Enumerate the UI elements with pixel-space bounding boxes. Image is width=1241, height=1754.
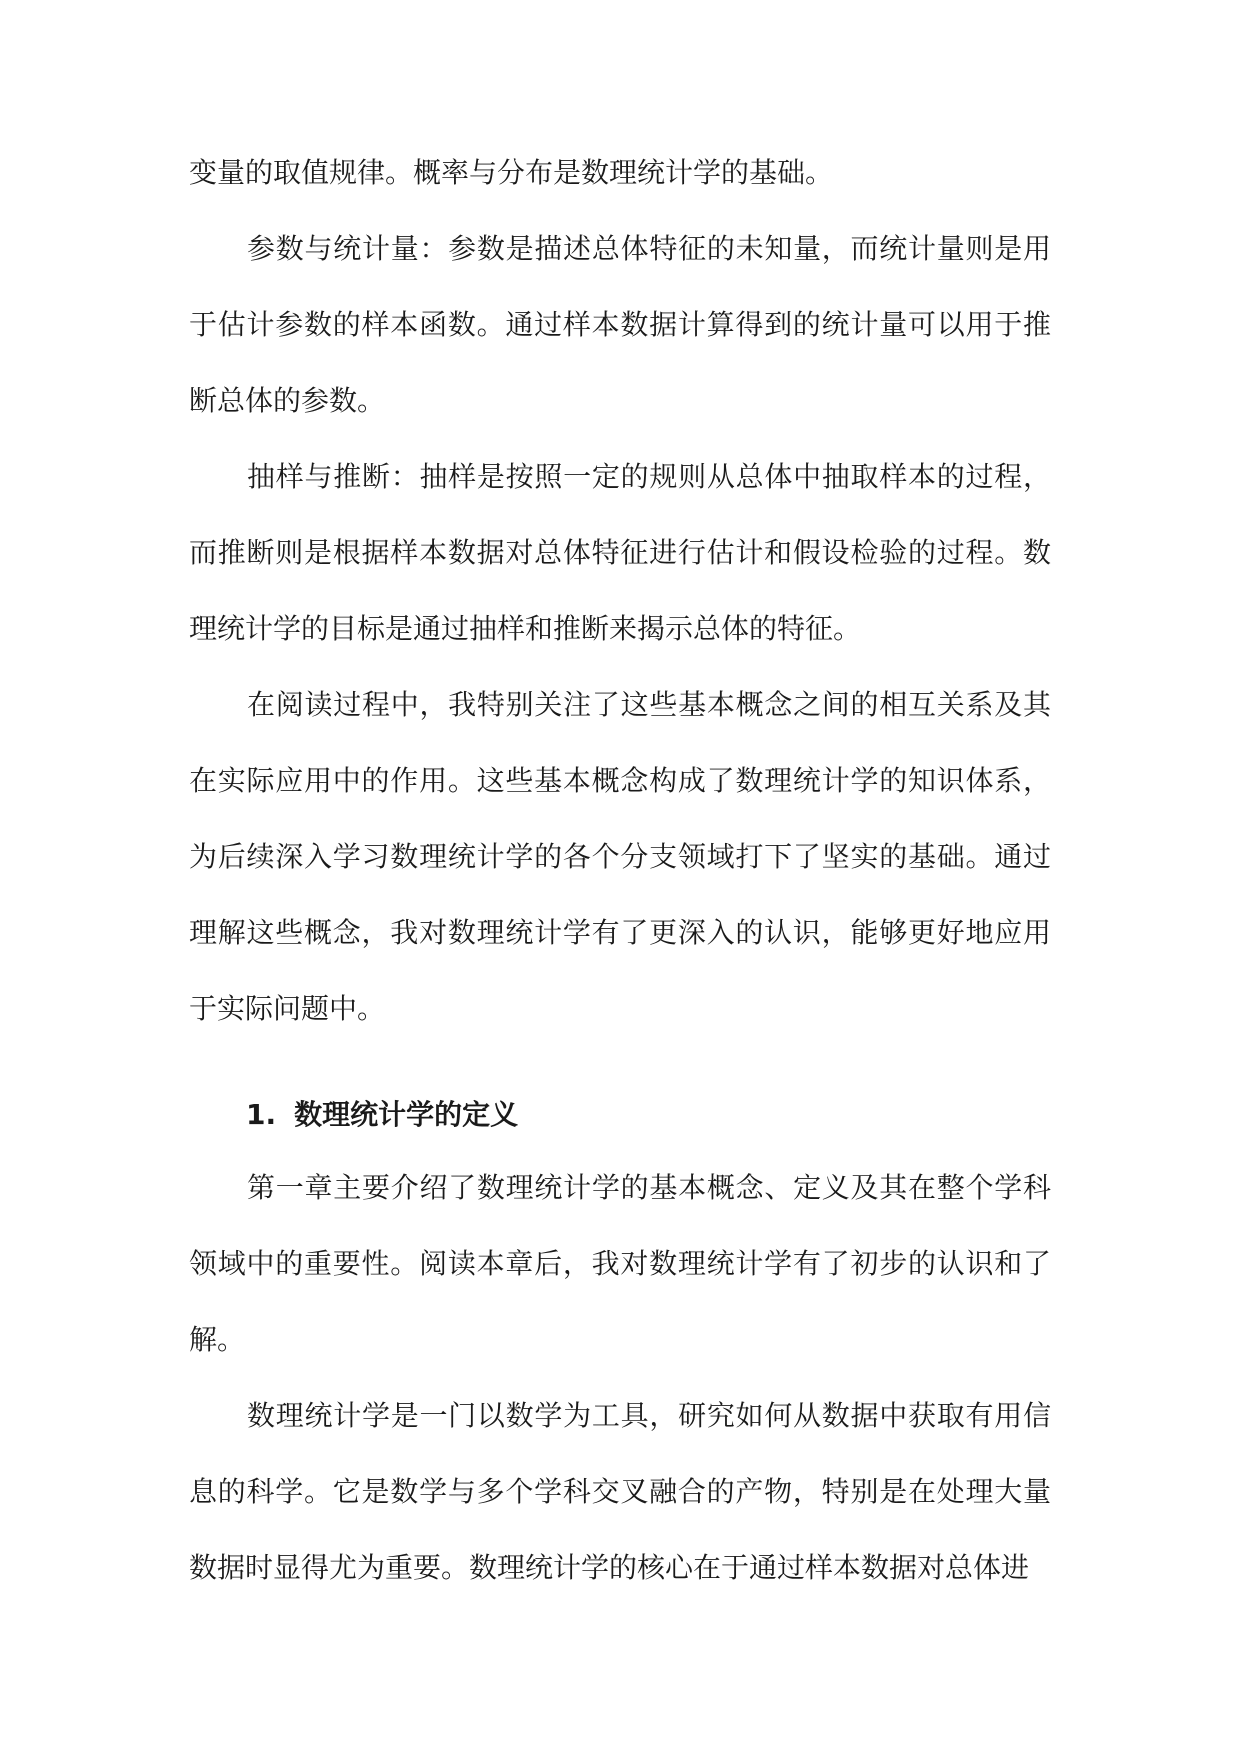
section-title: 数理统计学的定义 bbox=[294, 1098, 519, 1131]
body-text-lower bbox=[189, 1150, 1051, 1606]
section-number: 1. bbox=[246, 1098, 277, 1131]
paragraph-parameters-statistics: 参数与统计量：参数是描述总体特征的未知量，而统计量则是用于估计参数的样本函数。通过样本数据计算得到的统计量可以用于推断总体的参数。 bbox=[189, 232, 1051, 417]
paragraph-sampling-inference: 抽样与推断：抽样是按照一定的规则从总体中抽取样本的过程，而推断则是根据样本数据对总体特征进行估计和假设检验的过程。数理统计学的目标是通过抽样和推断来揭示总体的特征。 bbox=[189, 460, 1051, 645]
body-text-upper bbox=[189, 135, 1051, 1047]
paragraph-chapter-intro: 第一章主要介绍了数理统计学的基本概念、定义及其在整个学科领域中的重要性。阅读本章后，我对数理统计学有了初步的认识和了解。 bbox=[189, 1171, 1051, 1356]
section-heading bbox=[246, 1080, 518, 1150]
paragraph-definition: 数理统计学是一门以数学为工具，研究如何从数据中获取有用信息的科学。它是数学与多个学科交叉融合的产物，特别是在处理大量数据时显得尤为重要。数理统计学的核心在于通过样本数据对总体进 bbox=[189, 1399, 1051, 1584]
paragraph-continuation: 变量的取值规律。概率与分布是数理统计学的基础。 bbox=[189, 156, 834, 189]
paragraph-reading-reflection: 在阅读过程中，我特别关注了这些基本概念之间的相互关系及其在实际应用中的作用。这些基本概念构成了数理统计学的知识体系，为后续深入学习数理统计学的各个分支领域打下了坚实的基础。通过理解这些概念，我对数理统计学有了更深入的认识，能够更好地应用于实际问题中。 bbox=[189, 688, 1051, 1025]
